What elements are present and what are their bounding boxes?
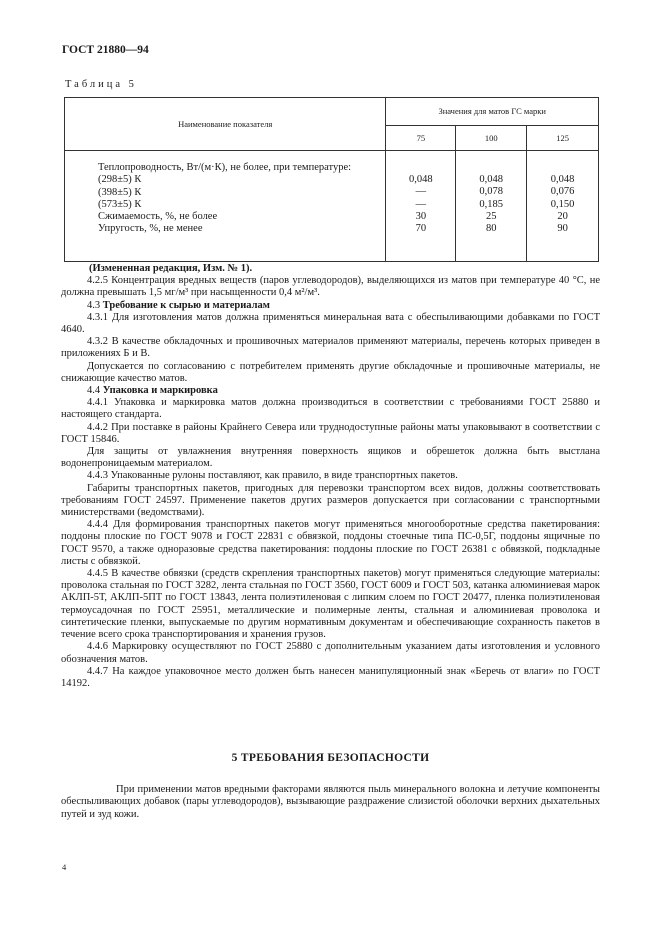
table-values-col-125	[527, 151, 599, 262]
heading-4-4: 4.4 Упаковка и маркировка	[87, 385, 218, 397]
paragraph-4-2-5: 4.2.5 Концентрация вредных веществ (паров углеводородов), выделяющихся из матов при температуре 40 °С, не должна превышать 1,5 мг/м³ при насыщенности 0,4 м²/м³.	[61, 275, 600, 299]
table-cell: 70	[415, 223, 427, 235]
table-header-col-100: 100	[456, 125, 527, 150]
table-row-name: (298±5) К	[98, 174, 142, 186]
table-cell: 25	[485, 210, 497, 222]
paragraph-4-4-4: 4.4.4 Для формирования транспортных пакетов могут применяться многооборотные средства пакетирования: поддоны плоские по ГОСТ 9078 и ГОСТ 22831 с обвязкой, поддоны стоечные типа ПС-0,5Г, поддоны ящичные по ГОСТ 9570, а также одноразовые средства пакетирования: поддоны плоские по ГОСТ 26381 с обвязкой, подкладные листы с обвязкой.	[61, 519, 600, 567]
table-names-cell	[65, 151, 386, 262]
table-cell: 90	[557, 223, 568, 235]
paragraph-4-4-1: 4.4.1 Упаковка и маркировка матов должна производиться в соответствии с требованиями ГОСТ 25880 и настоящего стандарта.	[61, 397, 600, 421]
table-row-name: Сжимаемость, %, не более	[98, 211, 218, 223]
table-cell: 0,048	[550, 174, 575, 185]
table-cell: 0,048	[479, 174, 503, 185]
paragraph-4-4-6: 4.4.6 Маркировку осуществляют по ГОСТ 25880 с дополнительным указанием даты изготовления и условного обозначения матов.	[61, 641, 600, 665]
paragraph-4-4-3-note: Габариты транспортных пакетов, пригодных для перевозки транспортом всех видов, должны соответствовать требованиям ГОСТ 24597. Применение пакетов других размеров допускается при согласовании с транспортными министерствами (ведомствами).	[61, 482, 600, 519]
section-5-text: При применении матов вредными факторами являются пыль минерального волокна и летучие компоненты обеспыливающих добавок (пары углеводородов), вызывающие раздражение слизистой оболочки верхних дыхательных путей и зуд кожи.	[61, 784, 600, 820]
table-cell: 30	[415, 210, 427, 222]
paragraph-4-4-2-note: Для защиты от увлажнения внутренняя поверхность ящиков и обрешеток должна быть выстлана водонепроницаемым материалом.	[61, 446, 600, 470]
paragraph-4-4-3: 4.4.3 Упакованные рулоны поставляют, как правило, в виде транспортных пакетов.	[87, 470, 458, 482]
table-header-col-125: 125	[527, 125, 599, 150]
body-text	[61, 263, 600, 690]
paragraph-4-4-7: 4.4.7 На каждое упаковочное место должен быть нанесен манипуляционный знак «Беречь от влаги» по ГОСТ 14192.	[61, 665, 600, 689]
table-cell: —	[415, 186, 427, 198]
document-header: ГОСТ 21880—94	[62, 44, 149, 56]
table-cell: 20	[557, 210, 568, 222]
table-row-name: Упругость, %, не менее	[98, 223, 203, 235]
table-cell: 80	[485, 223, 497, 235]
paragraph-4-3-2: 4.3.2 В качестве обкладочных и прошивочных материалов применяют материалы, перечень которых приведен в приложениях Б и В.	[61, 336, 600, 360]
paragraph-4-3-2-note: Допускается по согласованию с потребителем применять другие обкладочные и прошивочные материалы, не снижающие качество матов.	[61, 360, 600, 384]
table-cell: 0,150	[550, 198, 575, 210]
table-caption: Таблица 5	[65, 79, 137, 90]
table-values-col-75	[386, 151, 456, 262]
table-row-name: Теплопроводность, Вт/(м·К), не более, при температуре:	[98, 162, 352, 173]
table-values-col-100	[456, 151, 527, 262]
table-cell: 0,076	[550, 186, 575, 198]
table-5	[64, 97, 599, 262]
page-number: 4	[62, 862, 67, 872]
change-note: (Измененная редакция, Изм. № 1).	[89, 263, 253, 274]
paragraph-4-3-1: 4.3.1 Для изготовления матов должна применяться минеральная вата с обеспыливающими добавками по ГОСТ 4640.	[61, 311, 600, 336]
table-cell: 0,078	[479, 186, 503, 198]
table-row-name: (573±5) К	[98, 198, 142, 210]
table-cell: 0,185	[479, 198, 503, 210]
heading-4-3: 4.3 Требование к сырью и материалам	[87, 299, 270, 311]
table-row-name: (398±5) К	[98, 186, 142, 198]
table-cell: 0,048	[409, 174, 433, 185]
paragraph-4-4-2: 4.4.2 При поставке в районы Крайнего Севера или труднодоступные районы маты упаковывают в соответствии с ГОСТ 15846.	[61, 421, 600, 445]
paragraph-4-4-5: 4.4.5 В качестве обвязки (средств скрепления транспортных пакетов) могут применяться следующие материалы: проволока стальная по ГОСТ 3282, лента стальная по ГОСТ 3560, ГОСТ 6009 и ГОСТ 503, катанка алюминиевая марок АКЛП-5Т, АКЛП-5ПТ по ГОСТ 13843, лента полиэтиленовая с липким слоем по ГОСТ 20477, пленка полиэтиленовая термоусадочная по ГОСТ 25951, металлические и полимерные ленты, стальная и алюминиевая проволока и синтетические пленки, выпускаемые по другим нормативным документам и обеспечивающие сохранность пакетов в течение всего срока транспортирования и хранения грузов.	[61, 568, 600, 641]
section-5-title: 5 ТРЕБОВАНИЯ БЕЗОПАСНОСТИ	[231, 752, 430, 764]
table-header-col-75: 75	[386, 125, 456, 150]
table-cell: —	[415, 198, 427, 210]
table-header-name: Наименование показателя	[65, 98, 386, 151]
table-header-group: Значения для матов ГС марки	[386, 98, 599, 126]
